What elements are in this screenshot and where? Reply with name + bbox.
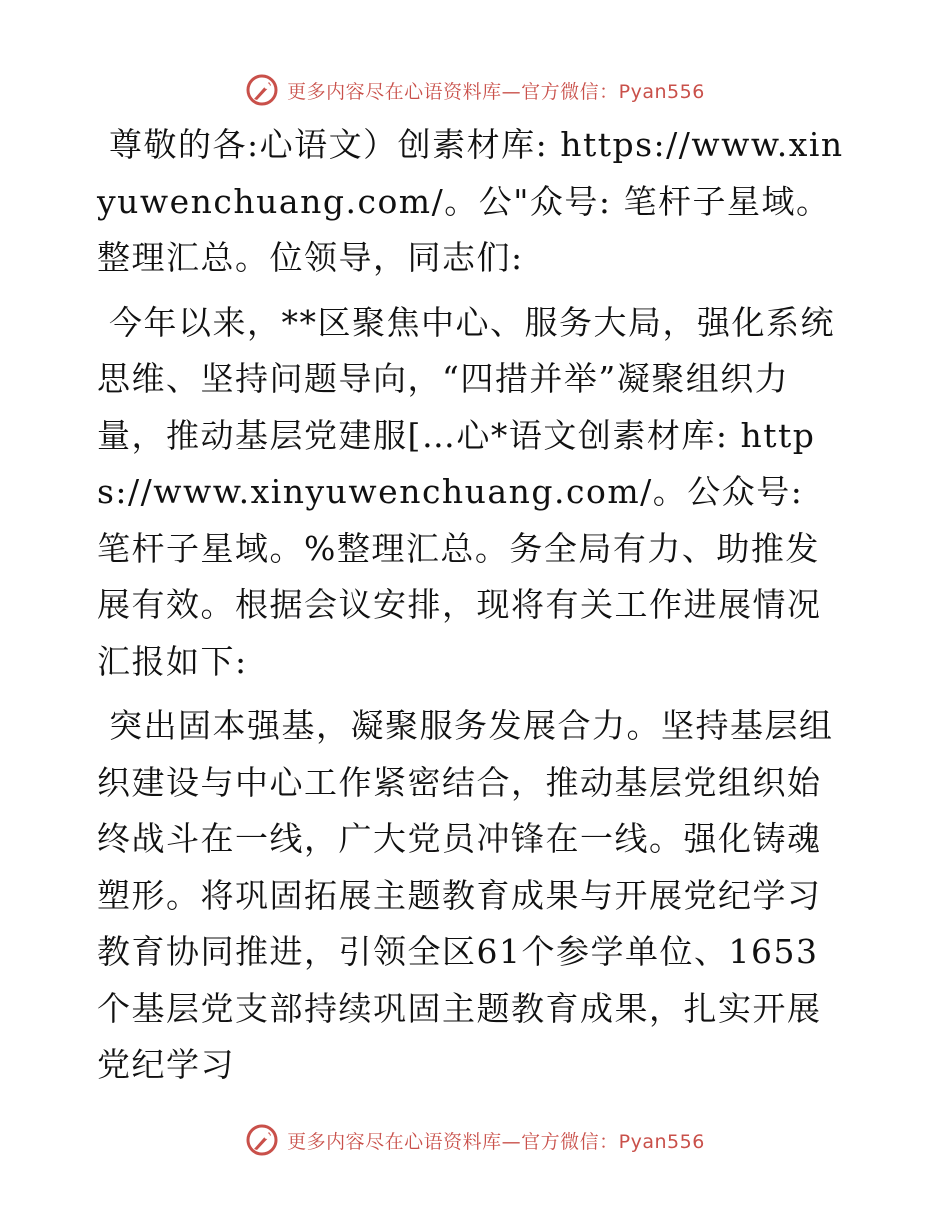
paragraph-section-one: 突出固本强基，凝聚服务发展合力。坚持基层组织建设与中心工作紧密结合，推动基层党组织始终战斗在一线，广大党员冲锋在一线。强化铸魂塑形。将巩固拓展主题教育成果与开展党纪学习教育协同推进，引领全区61个参学单位、1653个基层党支部持续巩固主题教育成果，扎实开展党纪学习 — [97, 706, 834, 1084]
header-watermark — [0, 70, 950, 110]
document-body — [97, 117, 849, 1094]
watermark-text: 更多内容尽在心语资料库—官方微信：Pyan556 — [287, 1130, 705, 1153]
quill-logo-icon — [245, 1123, 279, 1157]
footer-watermark — [0, 1120, 950, 1160]
watermark-text: 更多内容尽在心语资料库—官方微信：Pyan556 — [287, 80, 705, 103]
paragraph-intro: 今年以来，**区聚焦中心、服务大局，强化系统思维、坚持问题导向，“四措并举”凝聚组织力量，推动基层党建服[…心*语文创素材库: https://www.xinyuwenchuang.com/。公众号: 笔杆子星域。%整理汇总。务全局有力、助推发展有效。根据会议安排，现将有关工作进展情况汇报如下: — [97, 302, 835, 681]
quill-logo-icon — [245, 73, 279, 107]
paragraph-salutation: 尊敬的各:心语文）创素材库: https://www.xinyuwenchuang.com/。公"众号: 笔杆子星域。整理汇总。位领导，同志们: — [97, 125, 844, 277]
